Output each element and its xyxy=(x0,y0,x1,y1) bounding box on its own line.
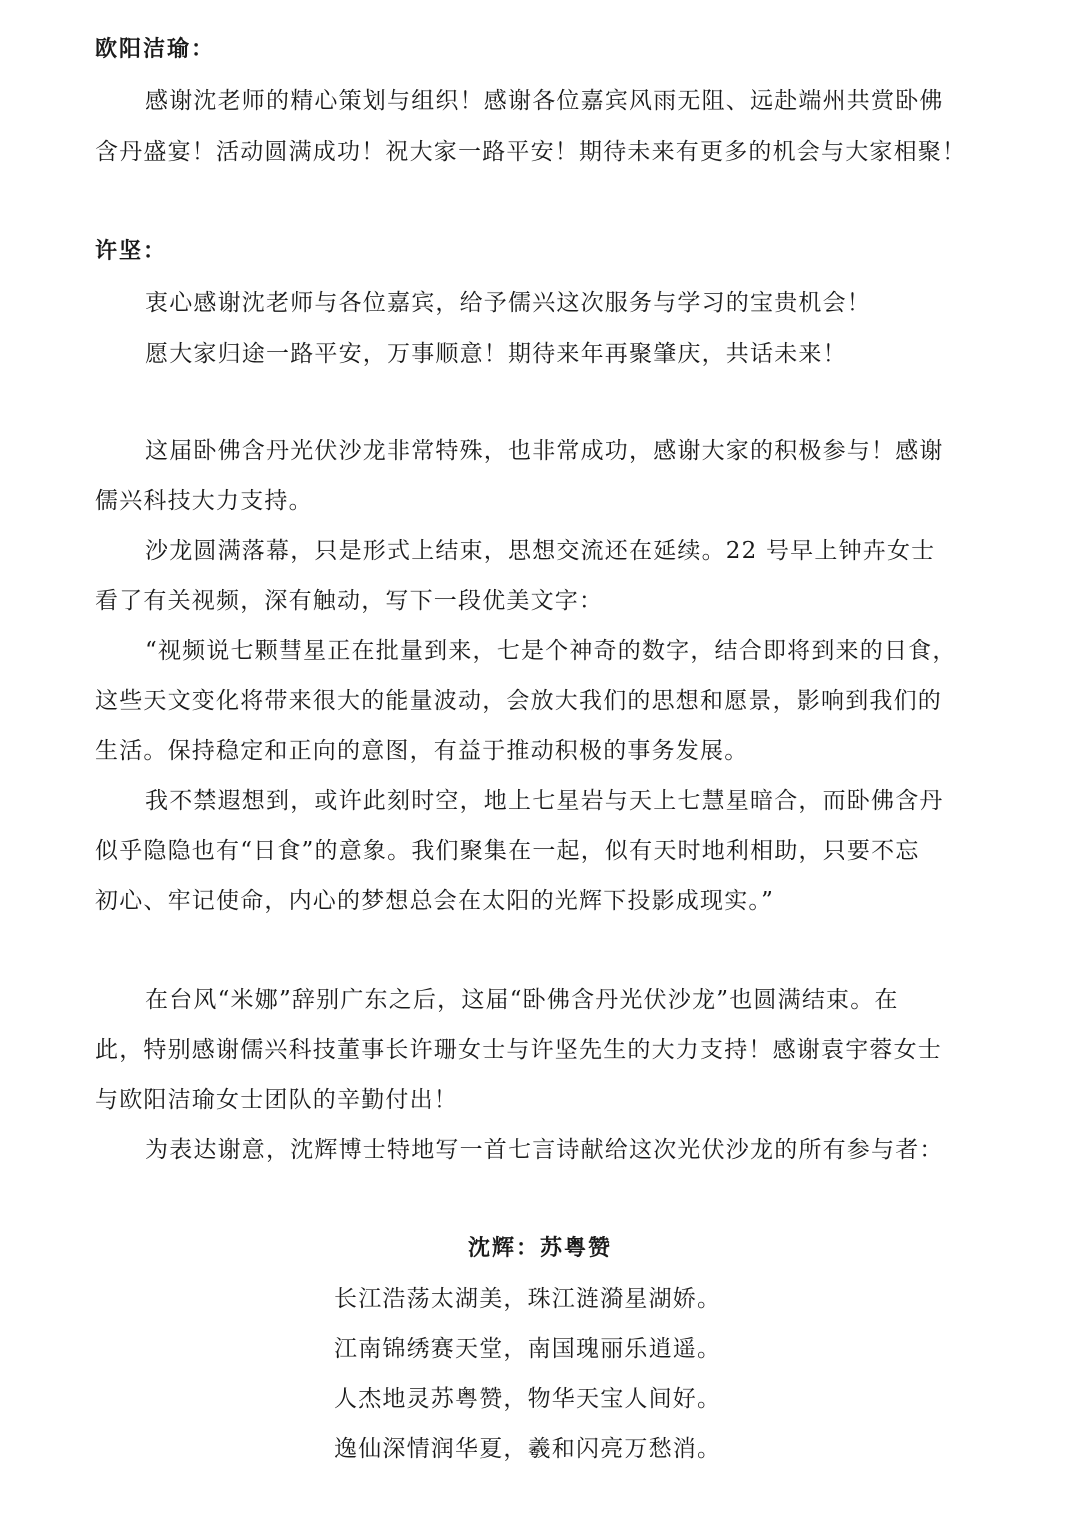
poem-line: 人杰地灵苏粤赞，物华天宝人间好。 xyxy=(334,1386,722,1412)
paragraph-line: 感谢沈老师的精心策划与组织！感谢各位嘉宾风雨无阻、远赴端州共赏卧佛 xyxy=(145,88,944,114)
paragraph-line: 愿大家归途一路平安，万事顺意！期待来年再聚肇庆，共话未来！ xyxy=(145,341,847,367)
speaker-heading-ouyang: 欧阳洁瑜： xyxy=(95,37,216,62)
poem-line: 长江浩荡太湖美，珠江涟漪星湖娇。 xyxy=(334,1286,722,1312)
paragraph-line: 看了有关视频，深有触动，写下一段优美文字： xyxy=(95,588,604,614)
paragraph-line: 此，特别感谢儒兴科技董事长许珊女士与许坚先生的大力支持！感谢袁宇蓉女士 xyxy=(95,1037,942,1063)
poem-line: 江南锦绣赛天堂，南国瑰丽乐逍遥。 xyxy=(334,1336,722,1362)
paragraph-line: 这届卧佛含丹光伏沙龙非常特殊，也非常成功，感谢大家的积极参与！感谢 xyxy=(145,438,944,464)
paragraph-line: 衷心感谢沈老师与各位嘉宾，给予儒兴这次服务与学习的宝贵机会！ xyxy=(145,290,871,316)
poem-line: 逸仙深情润华夏，羲和闪亮万愁消。 xyxy=(334,1436,722,1462)
poem-title: 沈辉：苏粤赞 xyxy=(467,1236,612,1261)
paragraph-line: 含丹盛宴！活动圆满成功！祝大家一路平安！期待未来有更多的机会与大家相聚！ xyxy=(95,139,967,165)
paragraph-line: 为表达谢意，沈辉博士特地写一首七言诗献给这次光伏沙龙的所有参与者： xyxy=(145,1137,944,1163)
paragraph-line: 沙龙圆满落幕，只是形式上结束，思想交流还在延续。22 号早上钟卉女士 xyxy=(145,538,936,564)
paragraph-line: 儒兴科技大力支持。 xyxy=(95,488,313,514)
quote-line: “视频说七颗彗星正在批量到来，七是个神奇的数字，结合即将到来的日食， xyxy=(145,638,957,664)
paragraph-line: 与欧阳洁瑜女士团队的辛勤付出！ xyxy=(95,1087,458,1113)
quote-line: 我不禁遐想到，或许此刻时空，地上七星岩与天上七慧星暗合，而卧佛含丹 xyxy=(145,788,944,814)
quote-line: 生活。保持稳定和正向的意图，有益于推动积极的事务发展。 xyxy=(95,738,749,764)
quote-line: 这些天文变化将带来很大的能量波动，会放大我们的思想和愿景，影响到我们的 xyxy=(95,688,942,714)
quote-line: 初心、牢记使命，内心的梦想总会在太阳的光辉下投影成现实。” xyxy=(95,888,775,914)
speaker-heading-xu: 许坚： xyxy=(95,239,168,264)
paragraph-line: 在台风“米娜”辞别广东之后，这届“卧佛含丹光伏沙龙”也圆满结束。在 xyxy=(145,987,899,1013)
quote-line: 似乎隐隐也有“日食”的意象。我们聚集在一起，似有天时地利相助，只要不忘 xyxy=(95,838,920,864)
